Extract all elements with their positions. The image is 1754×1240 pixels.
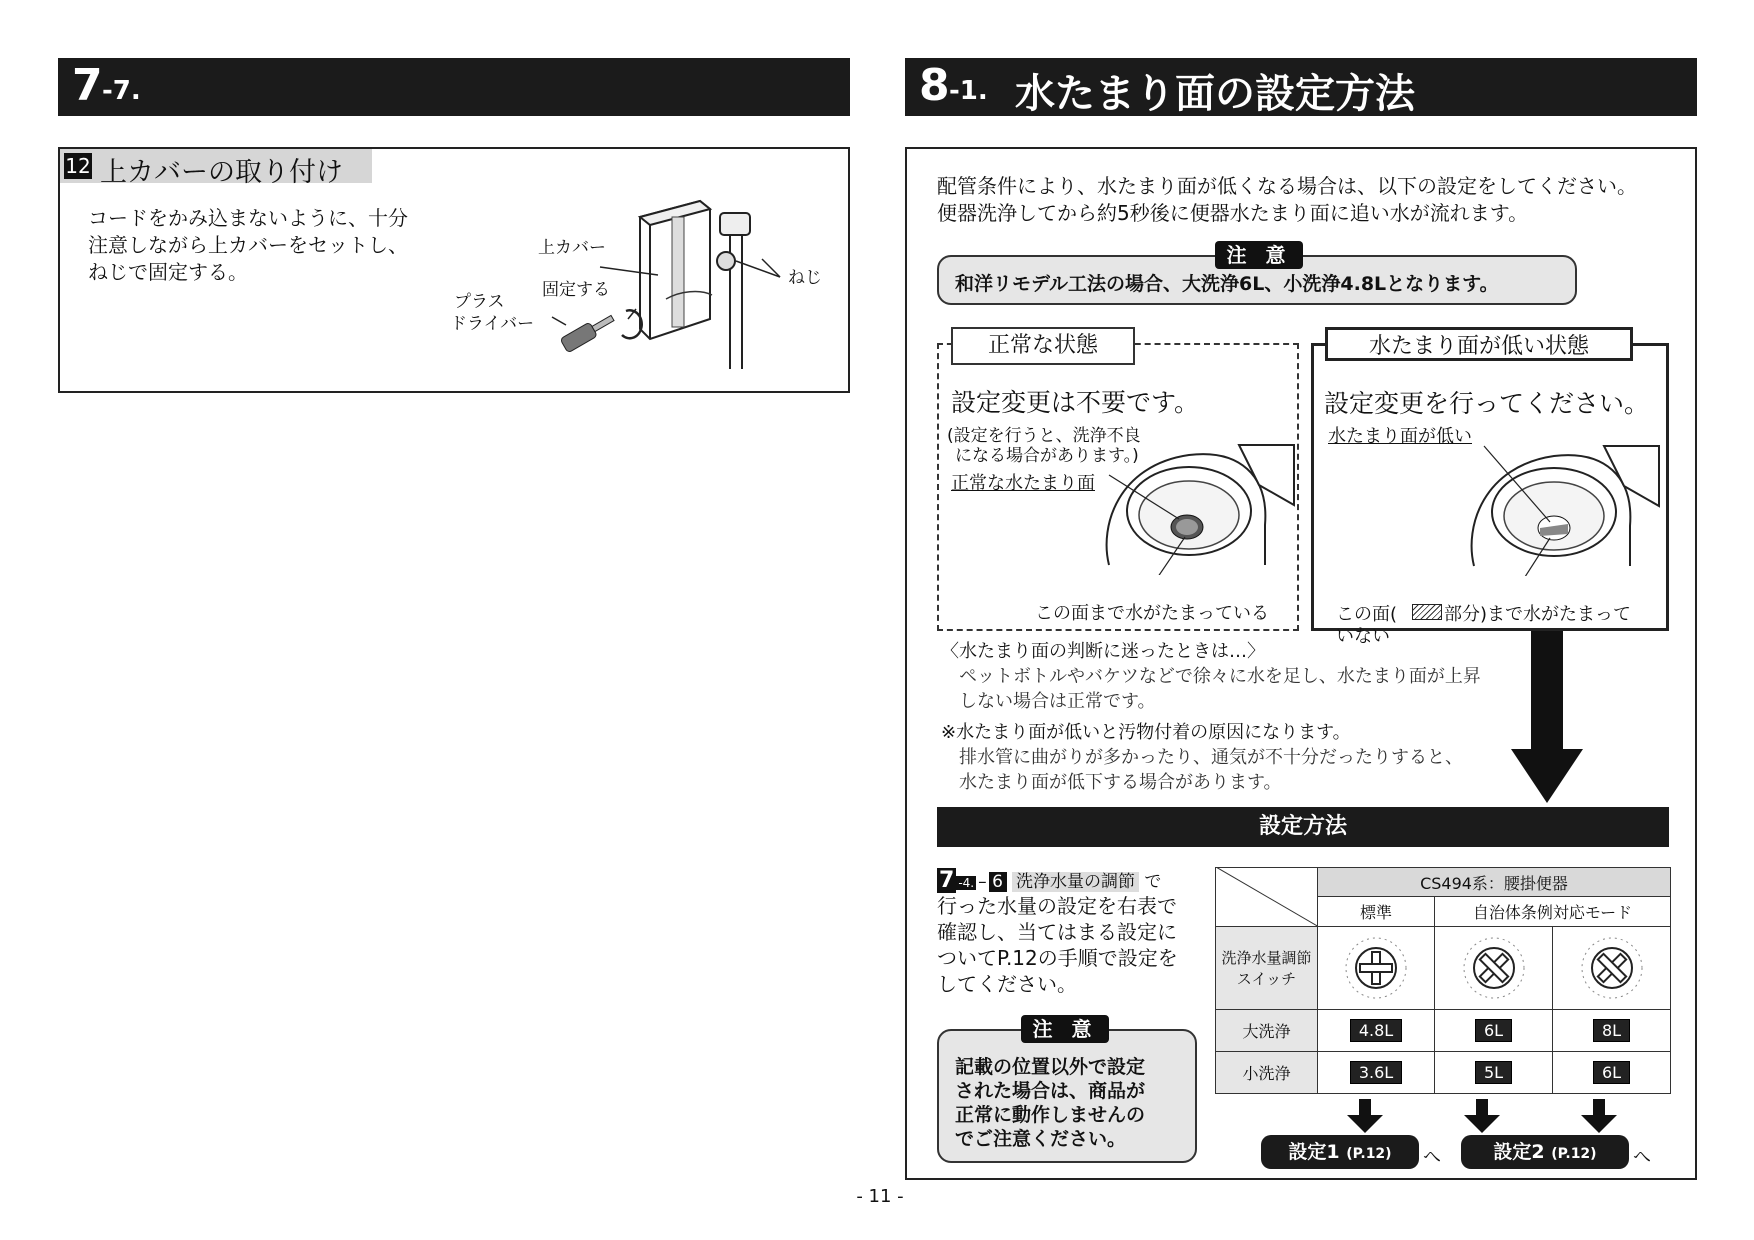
low-water-label: 水たまり面が低い: [1328, 426, 1472, 447]
ref-te: で: [1144, 872, 1162, 892]
switch-mode-b: [1552, 926, 1671, 1010]
section-header-7-7: [58, 58, 850, 116]
caution2-line: 正常に動作しませんの: [955, 1104, 1146, 1126]
method-reference: [937, 867, 1161, 893]
setting-2-suffix: へ: [1633, 1147, 1651, 1168]
dial-x-icon: [1577, 933, 1647, 1003]
normal-state-note-2: になる場合があります。): [955, 446, 1139, 466]
arrow-down-icon: [1579, 1099, 1619, 1135]
volume-chip: 6L: [1593, 1061, 1630, 1084]
note-line: 水たまり面が低下する場合があります。: [959, 772, 1282, 793]
section-number: 7: [72, 60, 103, 111]
method-line: 行った水量の設定を右表で: [937, 894, 1177, 918]
setting-2-button[interactable]: [1461, 1135, 1629, 1169]
caution2-line: された場合は、商品が: [955, 1080, 1146, 1102]
volume-chip: 5L: [1475, 1061, 1512, 1084]
small-mode-b: [1552, 1051, 1671, 1094]
step-title: 上カバーの取り付け: [100, 157, 343, 188]
volume-chip: 4.8L: [1350, 1019, 1402, 1042]
arrow-down-icon: [1345, 1099, 1385, 1135]
normal-caption: この面まで水がたまっている: [1035, 603, 1269, 624]
instructions: [88, 205, 428, 286]
table-row-small: 小洗浄: [1215, 1051, 1318, 1094]
normal-water-label: 正常な水たまり面: [951, 473, 1095, 494]
large-mode-a: [1434, 1009, 1553, 1052]
label-cover: 上カバー: [538, 238, 606, 258]
intro-text: [937, 173, 1687, 227]
table-col-mode: 自治体条例対応モード: [1434, 896, 1671, 927]
small-mode-a: [1434, 1051, 1553, 1094]
caution-box-bottom: [937, 1029, 1197, 1163]
setting-1-page: (P.12): [1346, 1146, 1392, 1162]
table-corner: [1215, 867, 1318, 927]
hatch-swatch-icon: [1412, 604, 1442, 620]
method-bar: 設定方法: [937, 807, 1669, 847]
caution-tag-bottom: 注 意: [1021, 1015, 1109, 1043]
volume-chip: 8L: [1593, 1019, 1630, 1042]
section-title: 水たまり面の設定方法: [1015, 71, 1415, 117]
normal-state-note-1: (設定を行うと、洗浄不良: [947, 426, 1141, 446]
setting-1-suffix: へ: [1423, 1147, 1441, 1168]
toilet-normal-illustration: [1089, 415, 1299, 575]
note-heading: ※水たまり面が低いと汚物付着の原因になります。: [941, 722, 1351, 743]
step-12-panel: [58, 147, 850, 393]
volume-chip: 3.6L: [1350, 1061, 1402, 1084]
low-caption-a: この面(: [1336, 604, 1398, 625]
judge-line: ペットボトルやバケツなどで徐々に水を足し、水たまり面が上昇: [959, 666, 1481, 687]
toilet-low-illustration: [1454, 416, 1664, 576]
ref-section-sub: -4.: [958, 876, 975, 890]
switch-mode-a: [1434, 926, 1553, 1010]
intro-line: 配管条件により、水たまり面が低くなる場合は、以下の設定をしてください。: [937, 174, 1637, 198]
normal-state-headline: 設定変更は不要です。: [951, 388, 1200, 417]
low-state-title: 水たまり面が低い状態: [1325, 327, 1633, 361]
setting-1-button[interactable]: [1261, 1135, 1419, 1169]
settings-table: [1215, 867, 1671, 1095]
switch-standard: [1317, 926, 1435, 1010]
settings-panel: [905, 147, 1697, 1180]
low-caption-c: いない: [1336, 626, 1390, 647]
instruction-line: ねじで固定する。: [88, 260, 248, 284]
ref-step-title: 洗浄水量の調節: [1012, 872, 1139, 892]
normal-state-box: [937, 343, 1299, 631]
low-state-headline: 設定変更を行ってください。: [1324, 389, 1650, 418]
method-line: 確認し、当てはまる設定に: [937, 920, 1177, 944]
setting-2-page: (P.12): [1551, 1146, 1597, 1162]
ref-dash: –: [978, 872, 987, 892]
table-row-switch: 洗浄水量調節 スイッチ: [1215, 926, 1318, 1010]
caution2-line: でご注意ください。: [955, 1128, 1127, 1150]
instruction-line: コードをかみ込まないように、十分: [88, 206, 408, 230]
caution2-text: [955, 1055, 1145, 1151]
section-header-8-1: [905, 58, 1697, 116]
large-standard: [1317, 1009, 1435, 1052]
large-mode-b: [1552, 1009, 1671, 1052]
intro-line: 便器洗浄してから約5秒後に便器水たまり面に追い水が流れます。: [937, 201, 1529, 225]
caution-text: 和洋リモデル工法の場合、大洗浄6L、小洗浄4.8Lとなります。: [955, 273, 1499, 295]
caution2-line: 記載の位置以外で設定: [955, 1056, 1146, 1078]
small-standard: [1317, 1051, 1435, 1094]
section-subnumber: -1.: [949, 76, 988, 106]
judge-heading: 〈水たまり面の判断に迷ったときは…〉: [941, 641, 1265, 662]
table-model-header: CS494系：腰掛便器: [1317, 867, 1671, 897]
step-title-bar: [60, 149, 372, 188]
dial-x-icon: [1459, 933, 1529, 1003]
instruction-line: 注意しながら上カバーをセットし、: [88, 233, 408, 257]
caution-tag-top: 注 意: [1215, 241, 1303, 269]
page-number: - 11 -: [856, 1186, 904, 1207]
setting-2-label: 設定2: [1493, 1141, 1545, 1163]
step-number: 12: [65, 154, 91, 178]
low-state-box: [1311, 343, 1669, 647]
label-fix: 固定する: [542, 280, 610, 300]
low-caption-b: 部分)まで水がたまって: [1444, 604, 1632, 625]
section-number: 8: [919, 60, 950, 111]
judge-section: [941, 639, 1561, 795]
section-subnumber: -7.: [102, 76, 141, 106]
label-driver-1: プラス: [454, 292, 505, 312]
method-line: ついてP.12の手順で設定を: [937, 946, 1178, 970]
dial-plus-icon: [1341, 933, 1411, 1003]
setting-1-label: 設定1: [1288, 1141, 1340, 1163]
diagonal-line: [1216, 867, 1317, 927]
method-line: してください。: [937, 972, 1077, 996]
label-driver-2: ドライバー: [450, 314, 535, 334]
label-screw: ねじ: [788, 268, 822, 288]
judge-line: しない場合は正常です。: [959, 691, 1156, 712]
note-line: 排水管に曲がりが多かったり、通気が不十分だったりすると、: [959, 747, 1463, 768]
ref-section-number: 7: [939, 868, 955, 893]
normal-state-title: 正常な状態: [951, 327, 1135, 365]
table-col-standard: 標準: [1317, 896, 1435, 927]
arrow-down-icon: [1462, 1099, 1502, 1135]
table-row-large: 大洗浄: [1215, 1009, 1318, 1052]
ref-step-number: 6: [989, 872, 1007, 892]
method-text: [937, 893, 1207, 997]
volume-chip: 6L: [1475, 1019, 1512, 1042]
